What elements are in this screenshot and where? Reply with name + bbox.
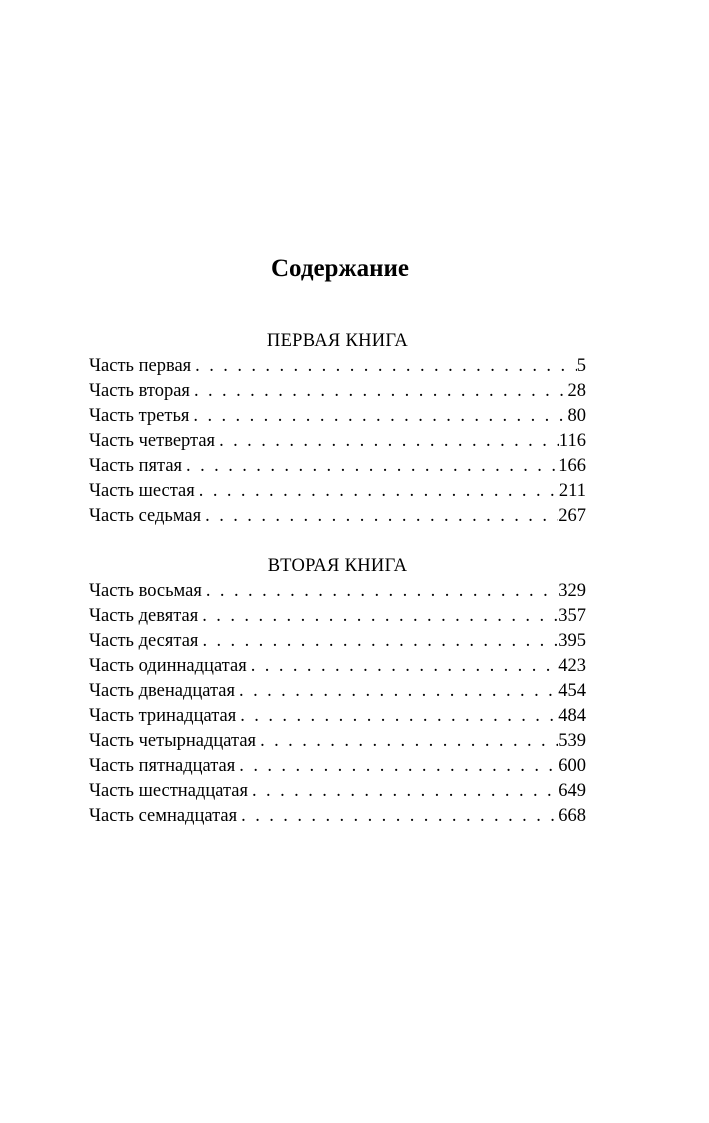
dot-leader xyxy=(256,729,558,754)
dot-leader xyxy=(235,679,558,704)
dot-leader xyxy=(195,479,559,504)
dot-leader xyxy=(182,454,558,479)
section-heading: ВТОРАЯ КНИГА xyxy=(267,556,408,576)
toc-entry[interactable] xyxy=(89,804,586,829)
toc-entry-page: 5 xyxy=(576,356,586,376)
dot-leader xyxy=(189,404,567,429)
toc-entry[interactable] xyxy=(89,679,586,704)
toc-entry-label: Часть семнадцатая xyxy=(89,806,238,826)
toc-list xyxy=(89,579,586,829)
toc-entry-label: Часть двенадцатая xyxy=(89,681,236,701)
toc-entry-label: Часть первая xyxy=(89,356,192,376)
toc-entry[interactable] xyxy=(89,729,586,754)
dot-leader xyxy=(247,654,559,679)
toc-entry-page: 80 xyxy=(567,406,586,426)
toc-entry[interactable] xyxy=(89,429,586,454)
toc-entry-page: 668 xyxy=(558,806,586,826)
toc-list xyxy=(89,354,586,529)
toc-entry-label: Часть пятнадцатая xyxy=(89,756,236,776)
toc-entry-page: 28 xyxy=(567,381,586,401)
toc-entry[interactable] xyxy=(89,454,586,479)
toc-entry[interactable] xyxy=(89,604,586,629)
toc-section-book-2 xyxy=(89,554,586,829)
toc-entry[interactable] xyxy=(89,629,586,654)
toc-entry-label: Часть третья xyxy=(89,406,190,426)
toc-entry-label: Часть седьмая xyxy=(89,506,202,526)
dot-leader xyxy=(235,754,558,779)
dot-leader xyxy=(248,779,558,804)
toc-entry[interactable] xyxy=(89,704,586,729)
dot-leader xyxy=(215,429,559,454)
toc-entry-page: 539 xyxy=(558,731,586,751)
toc-entry[interactable] xyxy=(89,504,586,529)
dot-leader xyxy=(190,379,568,404)
toc-entry-label: Часть четвертая xyxy=(89,431,216,451)
toc-entry-page: 649 xyxy=(558,781,586,801)
toc-entry-page: 116 xyxy=(558,431,586,451)
toc-entry-page: 454 xyxy=(558,681,586,701)
toc-entry-label: Часть одиннадцатая xyxy=(89,656,247,676)
toc-entry[interactable] xyxy=(89,404,586,429)
toc-entry-page: 357 xyxy=(558,606,586,626)
toc-entry-label: Часть девятая xyxy=(89,606,199,626)
toc-entry-label: Часть пятая xyxy=(89,456,183,476)
dot-leader xyxy=(198,604,558,629)
dot-leader xyxy=(237,804,558,829)
dot-leader xyxy=(236,704,558,729)
toc-entry-label: Часть десятая xyxy=(89,631,199,651)
toc-entry[interactable] xyxy=(89,754,586,779)
toc-entry-page: 329 xyxy=(558,581,586,601)
toc-entry-page: 484 xyxy=(558,706,586,726)
toc-entry[interactable] xyxy=(89,779,586,804)
toc-entry[interactable] xyxy=(89,354,586,379)
toc-entry-page: 423 xyxy=(558,656,586,676)
section-heading: ПЕРВАЯ КНИГА xyxy=(266,331,409,351)
toc-entry-label: Часть тринадцатая xyxy=(89,706,237,726)
page-title: Содержание xyxy=(270,255,409,282)
toc-entry[interactable] xyxy=(89,579,586,604)
toc-entry-page: 166 xyxy=(558,456,586,476)
dot-leader xyxy=(201,504,558,529)
dot-leader xyxy=(191,354,577,379)
toc-entry-page: 267 xyxy=(558,506,586,526)
toc-entry-label: Часть шестая xyxy=(89,481,195,501)
toc-entry-label: Часть четырнадцатая xyxy=(89,731,257,751)
toc-entry-page: 211 xyxy=(558,481,586,501)
toc-entry[interactable] xyxy=(89,379,586,404)
toc-entry[interactable] xyxy=(89,479,586,504)
toc-entry-page: 600 xyxy=(558,756,586,776)
toc-entry-label: Часть шестнадцатая xyxy=(89,781,248,801)
toc-entry-label: Часть восьмая xyxy=(89,581,202,601)
toc-entry-page: 395 xyxy=(558,631,586,651)
toc-section-book-1 xyxy=(89,329,586,529)
dot-leader xyxy=(198,629,558,654)
dot-leader xyxy=(202,579,558,604)
toc-entry[interactable] xyxy=(89,654,586,679)
toc-entry-label: Часть вторая xyxy=(89,381,190,401)
